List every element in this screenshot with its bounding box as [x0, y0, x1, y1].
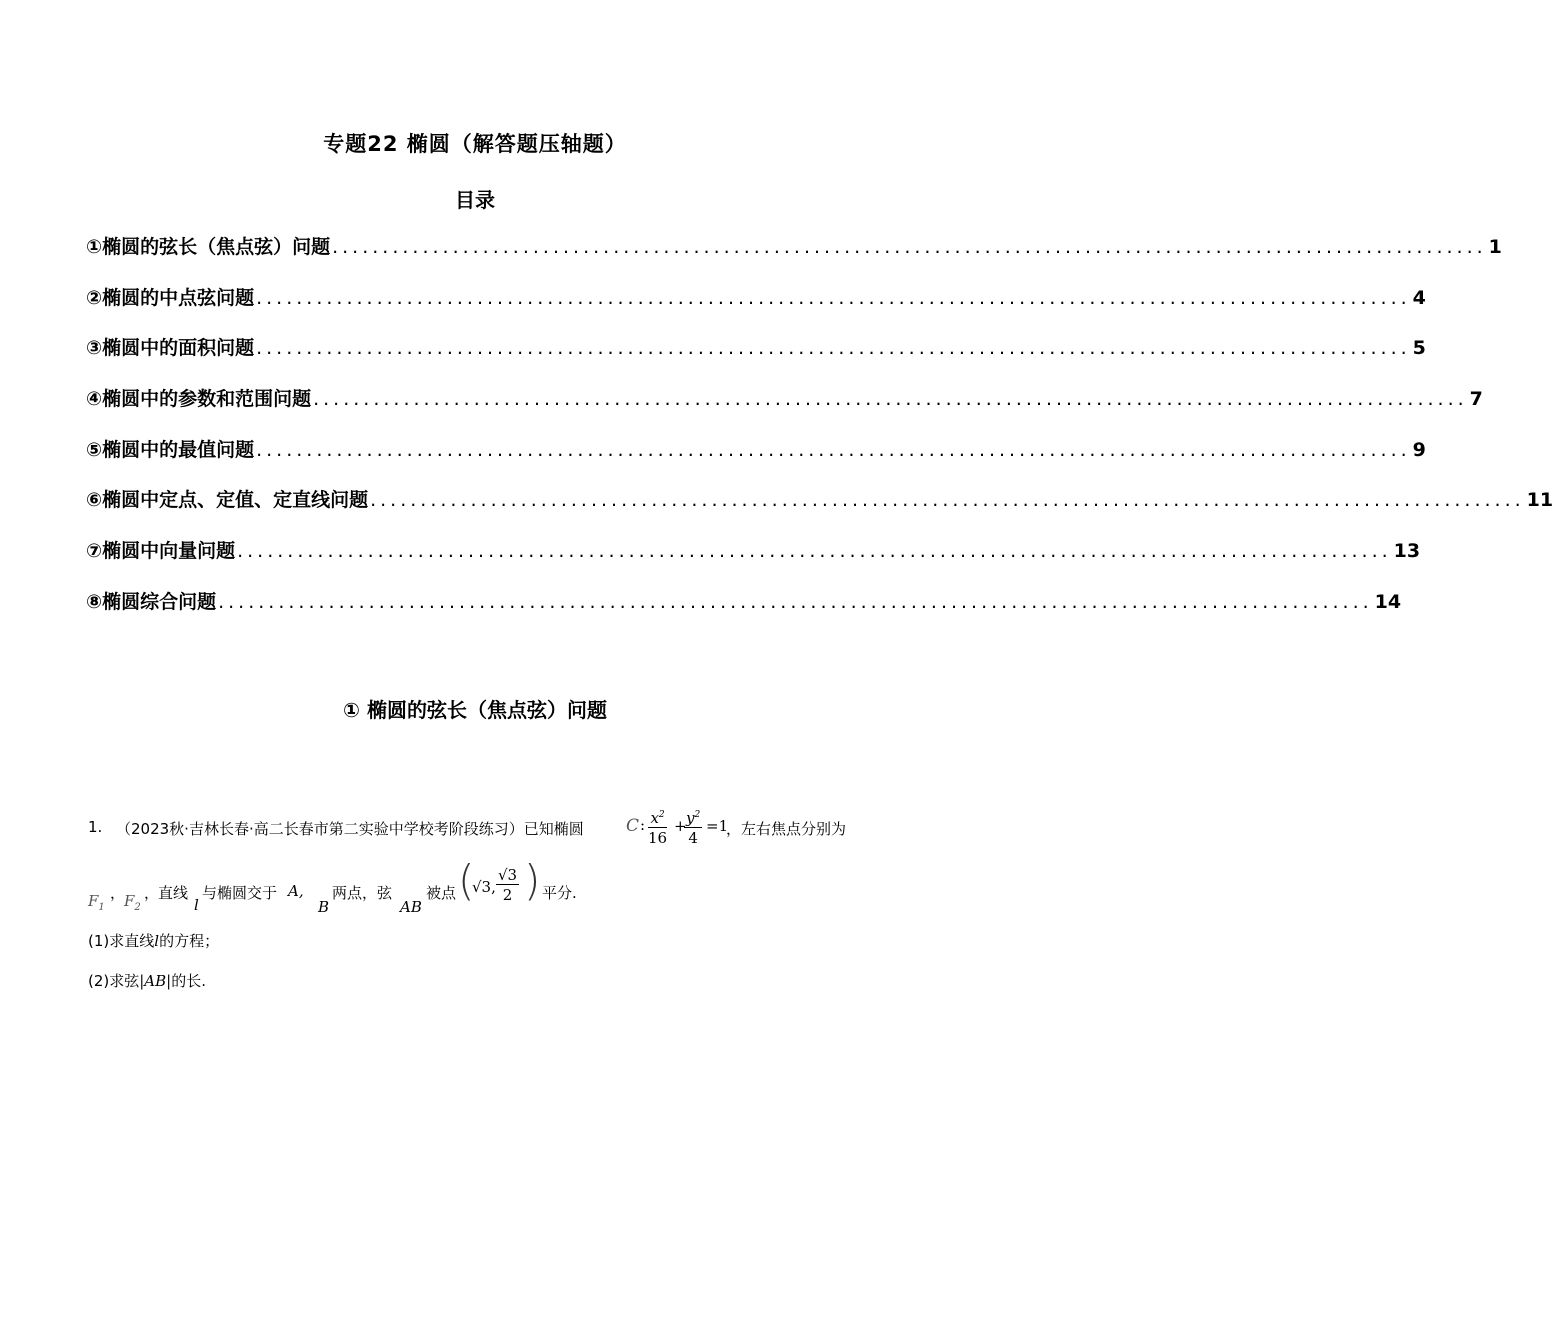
problem-number: 1. [88, 818, 103, 836]
toc-item[interactable] [86, 283, 1426, 334]
comma: ， [144, 884, 160, 902]
toc-item-page: 1 [1488, 236, 1502, 258]
toc-leader-dots: ................................................................................................................... [218, 590, 1373, 613]
q1-var-l: l [154, 932, 160, 950]
q2-var-AB: |AB| [139, 972, 172, 990]
problem-source: （2023秋·吉林长春·高二长春市第二实验中学校考阶段练习）已知椭圆 [116, 820, 584, 838]
plus-sign: + [674, 817, 687, 835]
toc-item-label: ⑤椭圆中的最值问题 [86, 438, 255, 461]
toc-item-label: ⑦椭圆中向量问题 [86, 540, 236, 563]
bisect-end-text: 平分. [542, 884, 577, 902]
right-paren: ) [524, 856, 541, 905]
toc-item-label: ③椭圆中的面积问题 [86, 337, 255, 360]
ellipse-C: C [626, 816, 640, 836]
toc-item[interactable] [86, 435, 1426, 486]
question-2 [88, 970, 868, 991]
toc-item-page: 13 [1393, 540, 1421, 563]
toc-item-label: ④椭圆中的参数和范围问题 [86, 388, 312, 411]
toc-leader-dots: ................................................................................................................... [370, 489, 1525, 512]
table-of-contents [86, 232, 1553, 638]
q2-prefix: (2)求弦 [88, 972, 140, 990]
q1-prefix: (1)求直线 [88, 932, 155, 950]
fraction-y2-4 [684, 806, 702, 848]
toc-item-page: 7 [1469, 388, 1483, 411]
toc-item-label: ⑧椭圆综合问题 [86, 590, 217, 613]
intersect-text: 与椭圆交于 [202, 884, 278, 902]
comma: ， [110, 884, 126, 902]
toc-item-page: 9 [1412, 438, 1426, 461]
toc-item-label: ②椭圆的中点弦问题 [86, 286, 255, 309]
q1-suffix: 的方程； [159, 932, 220, 950]
left-paren: ( [458, 856, 475, 905]
F2: $F_2$ [124, 892, 141, 913]
toc-item-label: ①椭圆的弦长（焦点弦）问题 [86, 236, 331, 258]
toc-item[interactable] [86, 485, 1553, 536]
exp: 2 [658, 810, 665, 820]
toc-item-label: ⑥椭圆中定点、定值、定直线问题 [86, 489, 369, 512]
toc-item[interactable] [86, 536, 1421, 587]
den-2: 2 [502, 886, 513, 904]
toc-item[interactable] [86, 333, 1426, 384]
toc-item-page: 4 [1412, 286, 1426, 309]
toc-leader-dots: ................................................................................................................... [313, 388, 1468, 411]
foci-text: ，左右焦点分别为 [726, 820, 847, 838]
fraction-sqrt3-2 [496, 866, 519, 905]
y-var: y [686, 809, 695, 827]
den-16: 16 [648, 829, 668, 847]
var-l: l [194, 896, 199, 914]
two-points-text: 两点，弦 [332, 884, 393, 902]
toc-leader-dots: ................................................................................................................... [332, 236, 1487, 258]
den-4: 4 [688, 829, 698, 847]
toc-leader-dots: ................................................................................................................... [256, 337, 1411, 360]
q2-suffix: 的长. [171, 972, 206, 990]
x-var: x [650, 809, 659, 827]
fraction-x2-16 [648, 806, 667, 848]
toc-heading: 目录 [455, 188, 495, 212]
exp: 2 [694, 810, 701, 820]
toc-item-page: 14 [1374, 590, 1402, 613]
var-B: B [318, 898, 330, 916]
toc-leader-dots: ................................................................................................................... [237, 540, 1392, 563]
bisect-by-text: 被点 [426, 884, 457, 902]
toc-leader-dots: ................................................................................................................... [256, 438, 1411, 461]
toc-leader-dots: ................................................................................................................... [256, 286, 1411, 309]
sqrt3: √3, [472, 878, 496, 896]
var-A: A, [288, 882, 304, 900]
equals-one: =1 [706, 817, 729, 835]
var-AB: AB [400, 898, 422, 916]
toc-item[interactable] [86, 384, 1483, 435]
problem-line-1 [88, 806, 868, 856]
problem-line-2 [88, 856, 868, 916]
F1: $F_1$ [88, 892, 105, 913]
question-1 [88, 930, 868, 951]
colon: : [640, 816, 646, 834]
section-title: ① 椭圆的弦长（焦点弦）问题 [343, 698, 607, 722]
page-title: 专题22 椭圆（解答题压轴题） [323, 132, 627, 156]
line-text: 直线 [158, 884, 189, 902]
toc-item-page: 5 [1412, 337, 1426, 360]
toc-item-page: 11 [1526, 489, 1553, 512]
sqrt3-num: √3 [498, 866, 518, 884]
toc-item[interactable] [86, 587, 1402, 638]
toc-item[interactable] [86, 232, 1502, 283]
